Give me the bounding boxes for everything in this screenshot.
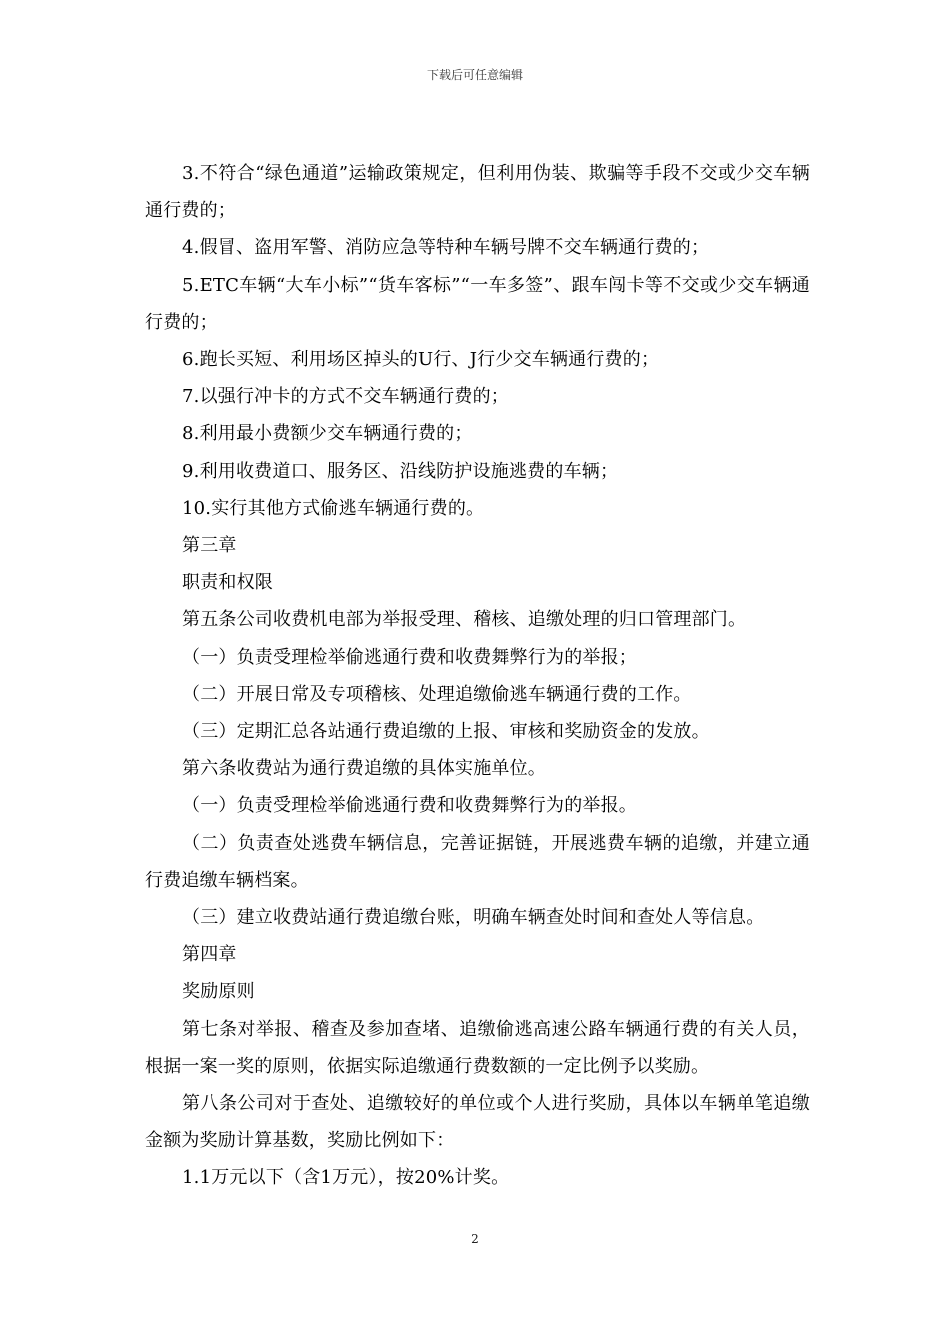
paragraph: 第五条公司收费机电部为举报受理、稽核、追缴处理的归口管理部门。: [182, 609, 747, 631]
chapter-heading: 第四章: [182, 944, 237, 966]
paragraph: （一）负责受理检举偷逃通行费和收费舞弊行为的举报；: [182, 646, 637, 668]
paragraph: 10.实行其他方式偷逃车辆通行费的。: [182, 497, 485, 519]
paragraph: 8.利用最小费额少交车辆通行费的；: [182, 423, 473, 445]
paragraph: 7.以强行冲卡的方式不交车辆通行费的；: [182, 386, 509, 408]
chapter-title: 奖励原则: [182, 981, 255, 1003]
paragraph: 第八条公司对于查处、追缴较好的单位或个人进行奖励，具体以车辆单笔追缴金额为奖励计算基数，奖励比例如下：: [145, 1093, 810, 1152]
paragraph: （二）负责查处逃费车辆信息，完善证据链，开展逃费车辆的追缴，并建立通行费追缴车辆档案。: [145, 832, 810, 891]
paragraph: 5.ETC车辆“大车小标”“货车客标”“一车多签”、跟车闯卡等不交或少交车辆通行费的；: [145, 274, 810, 333]
paragraph: （三）定期汇总各站通行费追缴的上报、审核和奖励资金的发放。: [182, 721, 710, 743]
paragraph: （二）开展日常及专项稽核、处理追缴偷逃车辆通行费的工作。: [182, 683, 692, 705]
paragraph: 4.假冒、盗用军警、消防应急等特种车辆号牌不交车辆通行费的；: [182, 237, 710, 259]
paragraph: 1.1万元以下（含1万元），按20%计奖。: [182, 1167, 510, 1189]
paragraph: 6.跑长买短、利用场区掉头的U行、J行少交车辆通行费的；: [182, 349, 660, 371]
paragraph: （三）建立收费站通行费追缴台账，明确车辆查处时间和查处人等信息。: [182, 907, 765, 929]
page-number: 2: [471, 1232, 479, 1246]
paragraph: 第七条对举报、稽查及参加查堵、追缴偷逃高速公路车辆通行费的有关人员，根据一案一奖的原则，依据实际追缴通行费数额的一定比例予以奖励。: [145, 1018, 810, 1077]
chapter-title: 职责和权限: [182, 572, 273, 594]
paragraph: 9.利用收费道口、服务区、沿线防护设施逃费的车辆；: [182, 460, 619, 482]
paragraph: 3.不符合“绿色通道”运输政策规定，但利用伪装、欺骗等手段不交或少交车辆通行费的；: [145, 163, 810, 222]
paragraph: （一）负责受理检举偷逃通行费和收费舞弊行为的举报。: [182, 795, 637, 817]
page-header: 下载后可任意编辑: [426, 68, 523, 82]
chapter-heading: 第三章: [182, 535, 237, 557]
document-body: [145, 155, 810, 1197]
paragraph: 第六条收费站为通行费追缴的具体实施单位。: [182, 758, 546, 780]
